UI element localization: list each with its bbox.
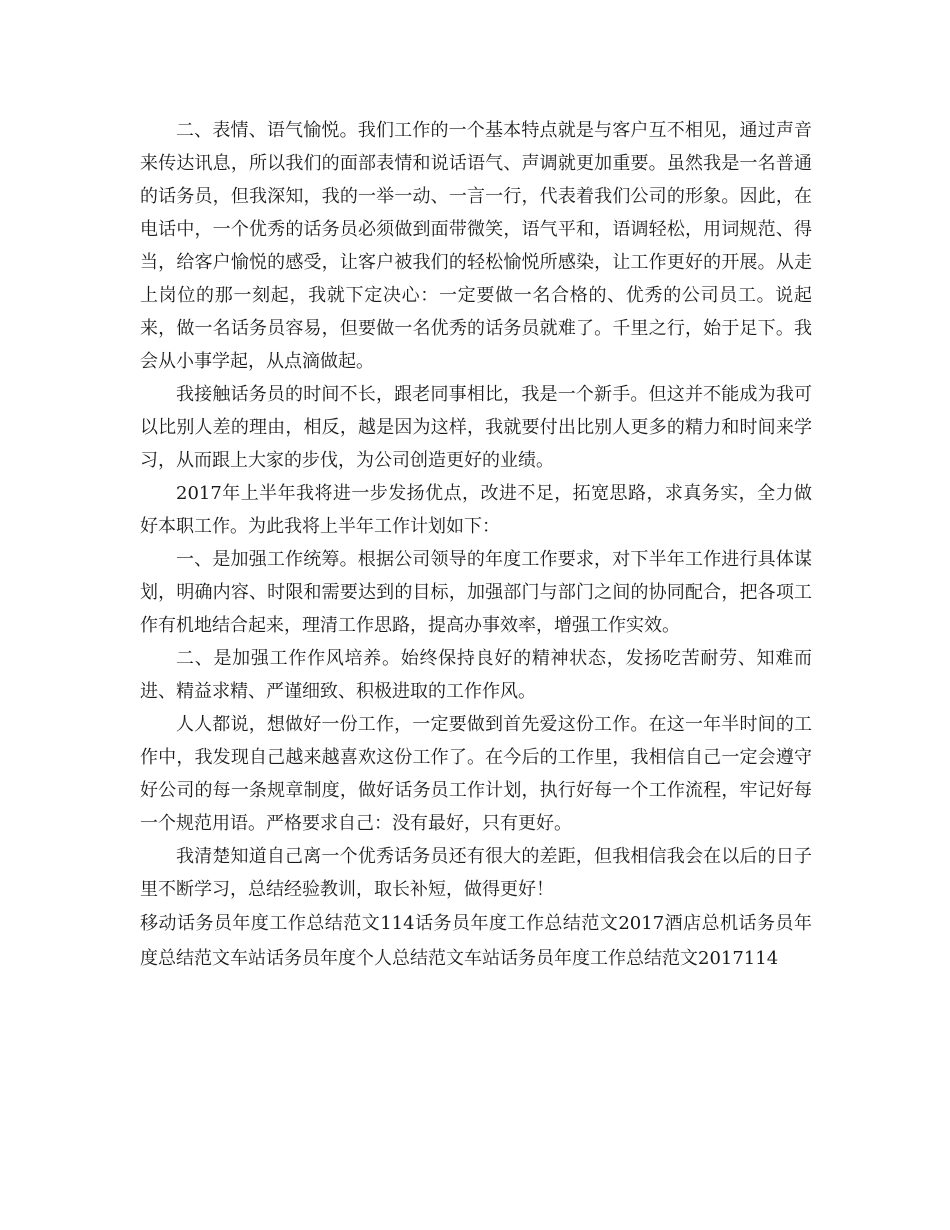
paragraph-plan-item-2: 二、是加强工作作风培养。始终保持良好的精神状态，发扬吃苦耐劳、知难而进、精益求精、严谨细致、积极进取的工作作风。 (140, 648, 812, 702)
paragraph-plan-item-1: 一、是加强工作统筹。根据公司领导的年度工作要求，对下半年工作进行具体谋划，明确内容、时限和需要达到的目标，加强部门与部门之间的协同配合，把各项工作有机地结合起来，理清工作思路，提高办事效率，增强工作实效。 (140, 549, 812, 636)
paragraph-new-operator: 我接触话务员的时间不长，跟老同事相比，我是一个新手。但这并不能成为我可以比别人差的理由，相反，越是因为这样，我就要付出比别人更多的精力和时间来学习，从而跟上大家的步伐，为公司创造更好的业绩。 (140, 384, 812, 471)
document-body (140, 114, 812, 976)
paragraph-love-work: 人人都说，想做好一份工作，一定要做到首先爱这份工作。在这一年半时间的工作中，我发现自己越来越喜欢这份工作了。在今后的工作里，我相信自己一定会遵守好公司的每一条规章制度，做好话务员工作计划，执行好每一个工作流程，牢记好每一个规范用语。严格要求自己：没有最好，只有更好。 (140, 714, 812, 834)
related-articles-text: 移动话务员年度工作总结范文114话务员年度工作总结范文2017酒店总机话务员年度总结范文车站话务员年度个人总结范文车站话务员年度工作总结范文2017114 (140, 913, 812, 969)
paragraph-2017-plan: 2017年上半年我将进一步发扬优点，改进不足，拓宽思路，求真务实，全力做好本职工作。为此我将上半年工作计划如下： (140, 483, 812, 537)
paragraph-closing: 我清楚知道自己离一个优秀话务员还有很大的差距，但我相信我会在以后的日子里不断学习，总结经验教训，取长补短，做得更好！ (140, 846, 812, 900)
paragraph-expression-tone: 二、表情、语气愉悦。我们工作的一个基本特点就是与客户互不相见，通过声音来传达讯息，所以我们的面部表情和说话语气、声调就更加重要。虽然我是一名普通的话务员，但我深知，我的一举一动、一言一行，代表着我们公司的形象。因此，在电话中，一个优秀的话务员必须做到面带微笑，语气平和，语调轻松，用词规范、得当，给客户愉悦的感受，让客户被我们的轻松愉悦所感染，让工作更好的开展。从走上岗位的那一刻起，我就下定决心：一定要做一名合格的、优秀的公司员工。说起来，做一名话务员容易，但要做一名优秀的话务员就难了。千里之行，始于足下。我会从小事学起，从点滴做起。 (140, 120, 812, 372)
